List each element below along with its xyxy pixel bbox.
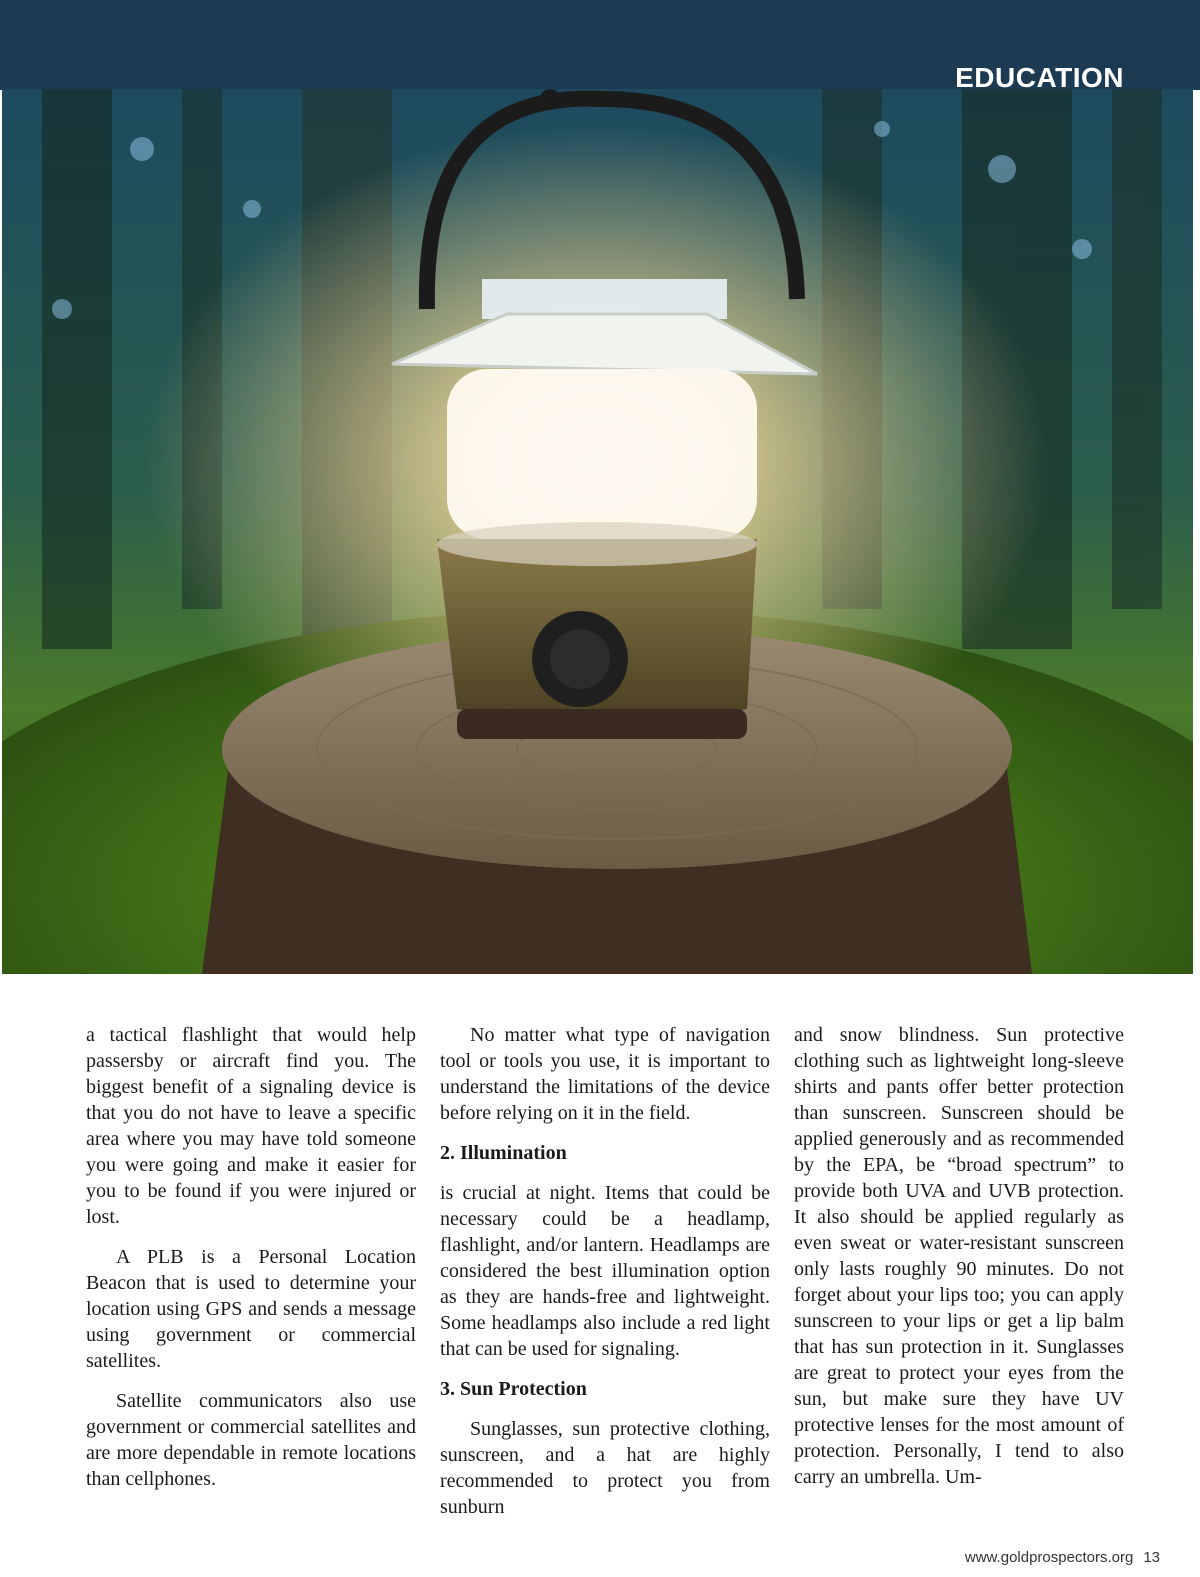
page-number: 13 <box>1143 1549 1160 1566</box>
section-label: EDUCATION <box>955 62 1124 93</box>
hero-photo <box>2 89 1193 974</box>
column-2 <box>440 1022 770 1534</box>
paragraph: A PLB is a Personal Location Beacon that is used to determine your location using GPS and sends a message using government or commercial satellites. <box>86 1246 416 1372</box>
column-1 <box>86 1022 416 1534</box>
article-columns <box>86 1022 1124 1534</box>
paragraph: and snow blindness. Sun protective clothing such as lightweight long-sleeve shirts and pants offer better protection than sunscreen. Sunscreen should be applied generously and as recommended by the EPA, be “broad spectrum” to provide both UVA and UVB protection. It also should be applied regularly as even sweat or water-resistant sunscreen only lasts roughly 90 minutes. Do not forget about your lips too; you can apply sunscreen to your lips or get a lip balm that has sun protection in it. Sunglasses are great to protect your eyes from the sun, but make sure they have UV protective lenses for the most amount of protection. Personally, I tend to also carry an umbrella. Um- <box>794 1024 1124 1488</box>
lantern-photo-illustration <box>2 89 1193 974</box>
paragraph: is crucial at night. Items that could be necessary could be a headlamp, flashlight, and/or lantern. Headlamps are considered the best illumination option as they are hands-free and lightweight. Some headlamps also include a red light that can be used for signaling. <box>440 1182 770 1360</box>
page-footer <box>965 1549 1160 1566</box>
paragraph: Sunglasses, sun protective clothing, sunscreen, and a hat are highly recommended to protect you from sunburn <box>440 1418 770 1518</box>
paragraph: a tactical flashlight that would help passersby or aircraft find you. The biggest benefit of a signaling device is that you do not have to leave a specific area where you may have told someone you were going and make it easier for you to be found if you were injured or lost. <box>86 1024 416 1228</box>
section-heading-illumination: 2. Illumination <box>440 1142 567 1164</box>
paragraph: No matter what type of navigation tool or tools you use, it is important to understand the limitations of the device before relying on it in the field. <box>440 1024 770 1124</box>
footer-url: www.goldprospectors.org <box>964 1549 1134 1566</box>
column-3 <box>794 1022 1124 1534</box>
section-heading-sun-protection: 3. Sun Protection <box>440 1378 587 1400</box>
paragraph: Satellite communicators also use government or commercial satellites and are more dependable in remote locations than cellphones. <box>86 1390 416 1490</box>
